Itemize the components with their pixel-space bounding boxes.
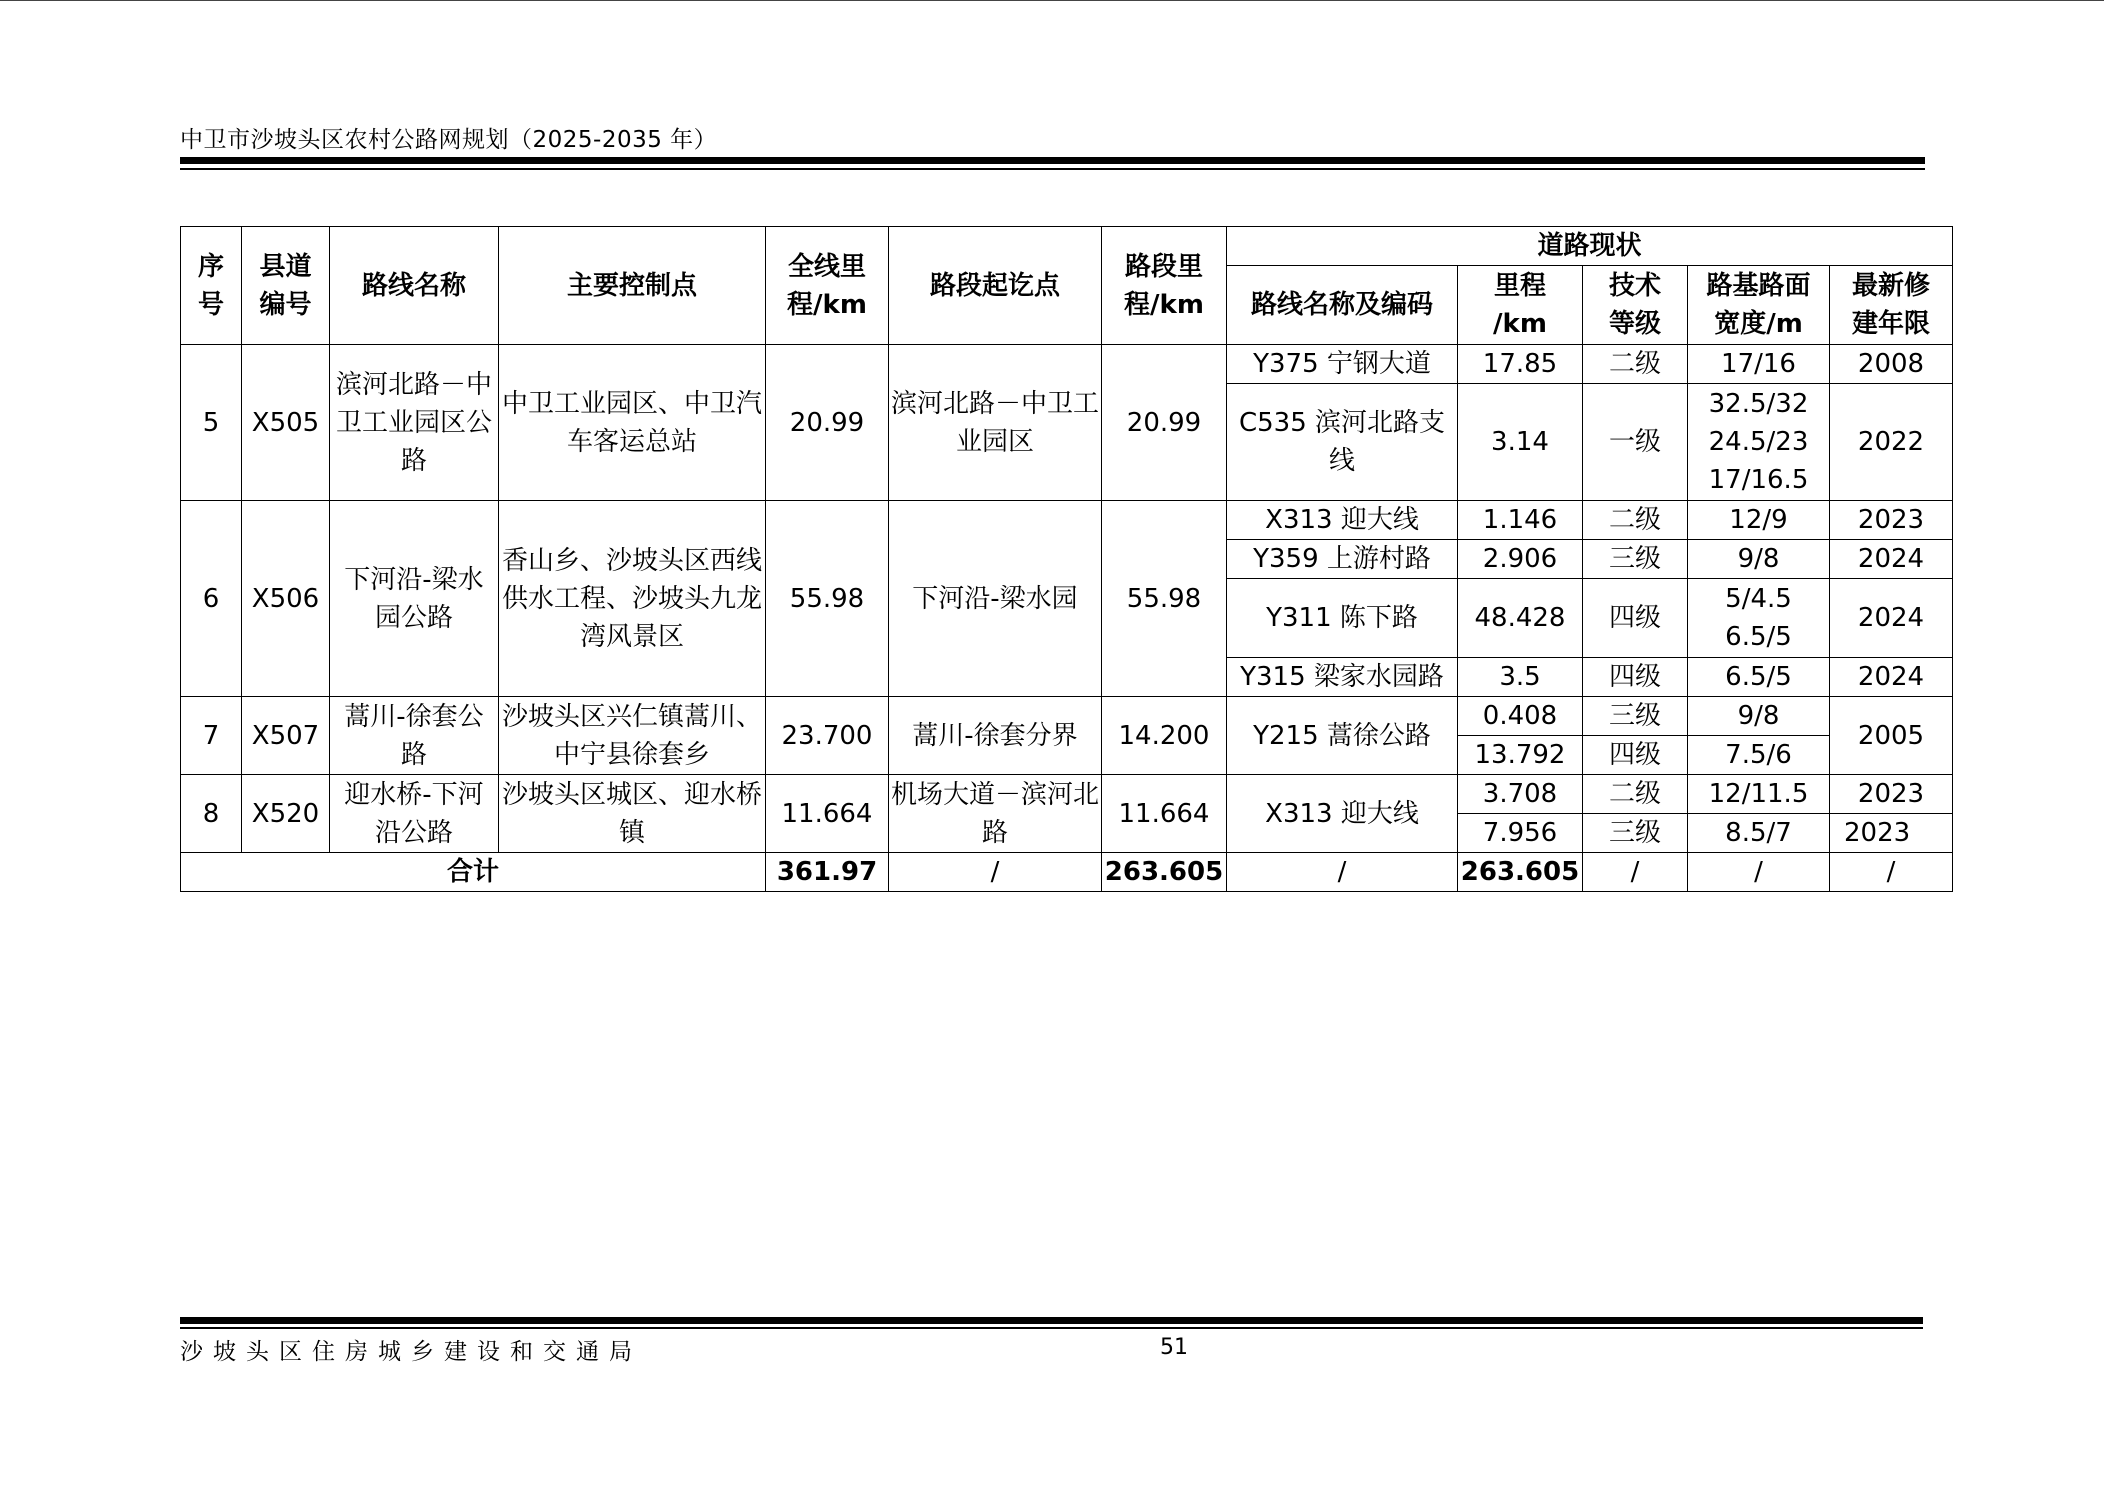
cell-segment: 下河沿-梁水园 bbox=[889, 501, 1102, 697]
cell-seq: 8 bbox=[181, 775, 242, 853]
cell-status-length: 7.956 bbox=[1458, 814, 1583, 853]
cell-control-points: 沙坡头区城区、迎水桥镇 bbox=[499, 775, 766, 853]
footer-organization: 沙坡头区住房城乡建设和交通局 bbox=[180, 1339, 642, 1365]
cell-total-length: 55.98 bbox=[766, 501, 889, 697]
header-total-length: 全线里 程/km bbox=[766, 227, 889, 345]
cell-seq: 5 bbox=[181, 345, 242, 501]
header-rule-thick bbox=[180, 157, 1925, 164]
cell-status-year: 2024 bbox=[1830, 540, 1953, 579]
cell-status-width: 6.5/5 bbox=[1688, 658, 1830, 697]
cell-route-name: 迎水桥-下河沿公路 bbox=[330, 775, 499, 853]
cell-seq: 6 bbox=[181, 501, 242, 697]
cell-code: X520 bbox=[242, 775, 330, 853]
cell-control-points: 中卫工业园区、中卫汽车客运总站 bbox=[499, 345, 766, 501]
cell-status-grade: 二级 bbox=[1583, 501, 1688, 540]
cell-seq: 7 bbox=[181, 697, 242, 775]
cell-status-length: 1.146 bbox=[1458, 501, 1583, 540]
cell-status-grade: 三级 bbox=[1583, 697, 1688, 736]
cell-status-name: X313 迎大线 bbox=[1227, 775, 1458, 853]
cell-total-length: 361.97 bbox=[766, 853, 889, 892]
cell-status-year: 2023 bbox=[1830, 501, 1953, 540]
header-segment-start-end: 路段起讫点 bbox=[889, 227, 1102, 345]
table-row bbox=[181, 775, 1953, 814]
cell-segment: 滨河北路－中卫工业园区 bbox=[889, 345, 1102, 501]
table-row bbox=[181, 345, 1953, 384]
cell-status-year: 2022 bbox=[1830, 384, 1953, 501]
cell-control-points: 香山乡、沙坡头区西线供水工程、沙坡头九龙湾风景区 bbox=[499, 501, 766, 697]
cell-status-name: C535 滨河北路支线 bbox=[1227, 384, 1458, 501]
header-control-points: 主要控制点 bbox=[499, 227, 766, 345]
header-county-code: 县道 编号 bbox=[242, 227, 330, 345]
cell-status-width: 8.5/7 bbox=[1688, 814, 1830, 853]
cell-code: X505 bbox=[242, 345, 330, 501]
cell-route-name: 滨河北路－中卫工业园区公路 bbox=[330, 345, 499, 501]
cell-status-grade: 一级 bbox=[1583, 384, 1688, 501]
cell-control-points: 沙坡头区兴仁镇蒿川、中宁县徐套乡 bbox=[499, 697, 766, 775]
cell-status-length: 3.14 bbox=[1458, 384, 1583, 501]
table-total-row bbox=[181, 853, 1953, 892]
cell-total-status-year: / bbox=[1830, 853, 1953, 892]
cell-status-year: 2023 bbox=[1830, 814, 1953, 853]
cell-status-length: 0.408 bbox=[1458, 697, 1583, 736]
cell-segment-length: 55.98 bbox=[1102, 501, 1227, 697]
cell-route-name: 蒿川-徐套公路 bbox=[330, 697, 499, 775]
cell-total-length: 11.664 bbox=[766, 775, 889, 853]
cell-status-length: 2.906 bbox=[1458, 540, 1583, 579]
cell-status-width: 9/8 bbox=[1688, 697, 1830, 736]
cell-status-length: 3.708 bbox=[1458, 775, 1583, 814]
cell-status-width: 17/16 bbox=[1688, 345, 1830, 384]
cell-status-name: Y215 蒿徐公路 bbox=[1227, 697, 1458, 775]
header-status-width: 路基路面 宽度/m bbox=[1688, 266, 1830, 345]
cell-status-width: 7.5/6 bbox=[1688, 736, 1830, 775]
cell-total-label: 合计 bbox=[181, 853, 766, 892]
cell-total-length: 20.99 bbox=[766, 345, 889, 501]
header-seq: 序 号 bbox=[181, 227, 242, 345]
cell-total-status-length: 263.605 bbox=[1458, 853, 1583, 892]
cell-total-segment-length: 263.605 bbox=[1102, 853, 1227, 892]
cell-status-width: 12/11.5 bbox=[1688, 775, 1830, 814]
cell-status-width: 12/9 bbox=[1688, 501, 1830, 540]
county-road-table bbox=[180, 226, 1953, 892]
cell-status-grade: 二级 bbox=[1583, 775, 1688, 814]
cell-status-length: 3.5 bbox=[1458, 658, 1583, 697]
cell-segment-length: 20.99 bbox=[1102, 345, 1227, 501]
cell-total-length: 23.700 bbox=[766, 697, 889, 775]
table-row bbox=[181, 501, 1953, 540]
header-route-name: 路线名称 bbox=[330, 227, 499, 345]
cell-status-grade: 四级 bbox=[1583, 736, 1688, 775]
cell-status-year: 2023 bbox=[1830, 775, 1953, 814]
page-number: 51 bbox=[1160, 1335, 1188, 1360]
cell-status-year: 2024 bbox=[1830, 658, 1953, 697]
header-status-length: 里程 /km bbox=[1458, 266, 1583, 345]
header-status-group: 道路现状 bbox=[1227, 227, 1953, 266]
cell-status-grade: 三级 bbox=[1583, 540, 1688, 579]
cell-status-grade: 四级 bbox=[1583, 658, 1688, 697]
cell-status-year: 2005 bbox=[1830, 697, 1953, 775]
cell-status-length: 48.428 bbox=[1458, 579, 1583, 658]
cell-segment-length: 11.664 bbox=[1102, 775, 1227, 853]
cell-total-segment: / bbox=[889, 853, 1102, 892]
cell-code: X507 bbox=[242, 697, 330, 775]
page-top-edge bbox=[0, 0, 2104, 1]
cell-status-grade: 四级 bbox=[1583, 579, 1688, 658]
cell-total-status-grade: / bbox=[1583, 853, 1688, 892]
cell-segment-length: 14.200 bbox=[1102, 697, 1227, 775]
cell-status-name: X313 迎大线 bbox=[1227, 501, 1458, 540]
cell-status-year: 2008 bbox=[1830, 345, 1953, 384]
cell-status-width: 32.5/32 24.5/23 17/16.5 bbox=[1688, 384, 1830, 501]
cell-route-name: 下河沿-梁水园公路 bbox=[330, 501, 499, 697]
cell-total-status-name: / bbox=[1227, 853, 1458, 892]
header-rule-thin bbox=[180, 168, 1925, 170]
cell-status-name: Y375 宁钢大道 bbox=[1227, 345, 1458, 384]
cell-segment: 机场大道－滨河北路 bbox=[889, 775, 1102, 853]
cell-total-status-width: / bbox=[1688, 853, 1830, 892]
header-status-year: 最新修 建年限 bbox=[1830, 266, 1953, 345]
page-header-title: 中卫市沙坡头区农村公路网规划（2025-2035 年） bbox=[180, 127, 718, 153]
cell-code: X506 bbox=[242, 501, 330, 697]
header-status-grade: 技术 等级 bbox=[1583, 266, 1688, 345]
header-status-name-code: 路线名称及编码 bbox=[1227, 266, 1458, 345]
footer-rule-thin bbox=[180, 1327, 1923, 1329]
cell-status-year: 2024 bbox=[1830, 579, 1953, 658]
table-header-row bbox=[181, 227, 1953, 266]
cell-segment: 蒿川-徐套分界 bbox=[889, 697, 1102, 775]
cell-status-length: 17.85 bbox=[1458, 345, 1583, 384]
cell-status-name: Y315 梁家水园路 bbox=[1227, 658, 1458, 697]
footer-rule-thick bbox=[180, 1317, 1923, 1324]
cell-status-grade: 三级 bbox=[1583, 814, 1688, 853]
cell-status-name: Y311 陈下路 bbox=[1227, 579, 1458, 658]
cell-status-width: 9/8 bbox=[1688, 540, 1830, 579]
cell-status-width: 5/4.5 6.5/5 bbox=[1688, 579, 1830, 658]
cell-status-name: Y359 上游村路 bbox=[1227, 540, 1458, 579]
cell-status-length: 13.792 bbox=[1458, 736, 1583, 775]
header-segment-length: 路段里 程/km bbox=[1102, 227, 1227, 345]
cell-status-grade: 二级 bbox=[1583, 345, 1688, 384]
table-row bbox=[181, 697, 1953, 736]
